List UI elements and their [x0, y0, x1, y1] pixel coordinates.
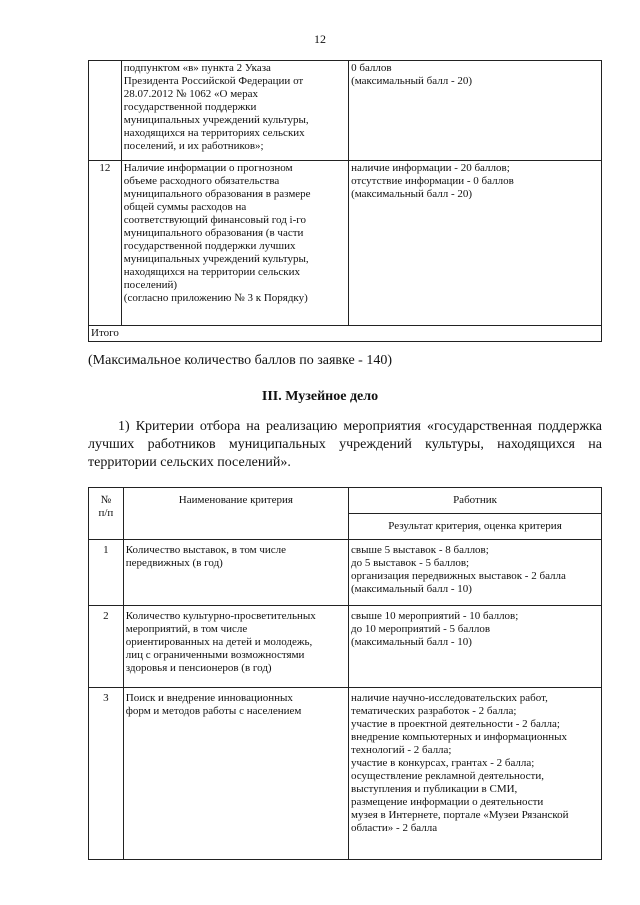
table-row	[89, 606, 602, 688]
criterion-result: свыше 5 выставок - 8 баллов; до 5 выставок - 5 баллов; организация передвижных выставок - 2 балла (максимальный балл - 10)	[349, 540, 602, 606]
criterion-name: Наличие информации о прогнозном объеме расходного обязательства муниципального образования в размере общей суммы расходов на соответствующий финансовый год i-го муниципального образования (в части государственной поддержки лучших муниципальных учреждений культуры, находящихся на территории сельских поселений) (согласно приложению № 3 к Порядку)	[121, 161, 348, 326]
total-row	[89, 326, 602, 342]
criterion-name: Поиск и внедрение инновационных форм и методов работы с населением	[123, 688, 348, 860]
total-label: Итого	[89, 326, 602, 342]
row-number: 3	[89, 688, 124, 860]
table-row	[89, 61, 602, 161]
row-number: 2	[89, 606, 124, 688]
header-result: Результат критерия, оценка критерия	[349, 514, 602, 540]
table-header-row	[89, 488, 602, 514]
criteria-table	[88, 487, 602, 860]
header-criterion-name: Наименование критерия	[123, 488, 348, 540]
criterion-name: Количество выставок, в том числе передвижных (в год)	[123, 540, 348, 606]
criterion-name: подпунктом «в» пункта 2 Указа Президента Российской Федерации от 28.07.2012 № 1062 «О мерах государственной поддержки муниципальных учреждений культуры, находящихся на территориях сельских поселений, и их работников»;	[121, 61, 348, 161]
page-number: 12	[314, 32, 326, 46]
criterion-name: Количество культурно-просветительных мероприятий, в том числе ориентированных на детей и молодежь, лиц с ограниченными возможностями здоровья и пенсионеров (в год)	[123, 606, 348, 688]
table-row	[89, 161, 602, 326]
row-number: 12	[89, 161, 122, 326]
row-number: 1	[89, 540, 124, 606]
table-row	[89, 688, 602, 860]
criterion-result: свыше 10 мероприятий - 10 баллов; до 10 мероприятий - 5 баллов (максимальный балл - 10)	[349, 606, 602, 688]
header-number: № п/п	[89, 488, 124, 540]
row-number	[89, 61, 122, 161]
scoring-table-continued	[88, 60, 602, 342]
header-worker: Работник	[349, 488, 602, 514]
criterion-result: наличие информации - 20 баллов; отсутствие информации - 0 баллов (максимальный балл - 20)	[349, 161, 602, 326]
max-score-note: (Максимальное количество баллов по заявке - 140)	[88, 353, 392, 368]
criterion-result: наличие научно-исследовательских работ, тематических разработок - 2 балла; участие в проектной деятельности - 2 балла; внедрение компьютерных и информационных технологий - 2 балла; участие в конкурсах, грантах - 2 балла; осуществление рекламной деятельности, выступления и публикации в СМИ, размещение информации о деятельности музея в Интернете, портале «Музеи Рязанской области» - 2 балла	[349, 688, 602, 860]
section-title: III. Музейное дело	[261, 389, 379, 404]
criteria-intro: 1) Критерии отбора на реализацию мероприятия «государственная поддержка лучших работников муниципальных учреждений культуры, находящихся на территории сельских поселений».	[88, 419, 602, 470]
table-row	[89, 540, 602, 606]
criterion-result: 0 баллов (максимальный балл - 20)	[349, 61, 602, 161]
